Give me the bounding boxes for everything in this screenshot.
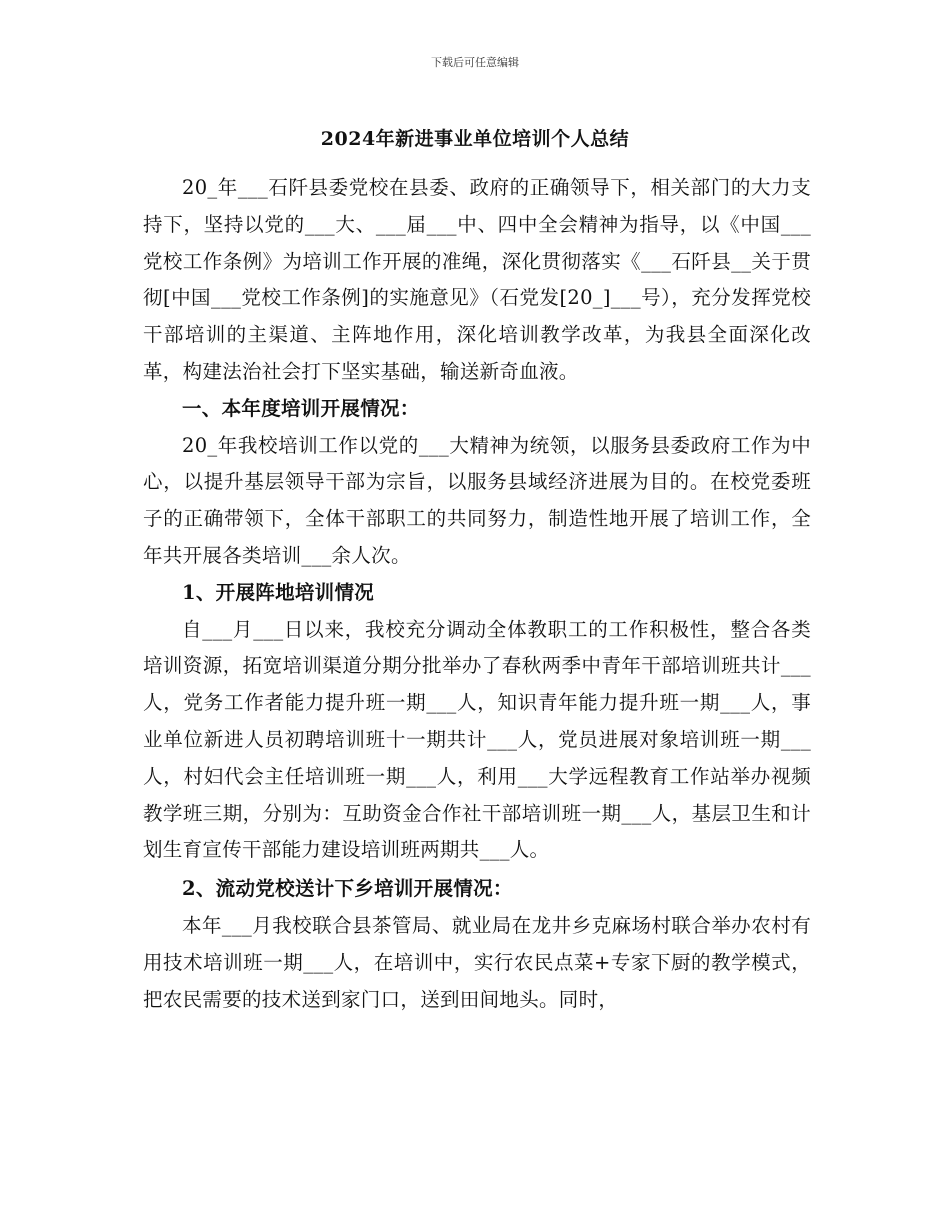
subsection-heading-1: 1、开展阵地培训情况	[182, 580, 375, 604]
section-heading-1: 一、本年度培训开展情况：	[182, 396, 420, 420]
subsection-heading-2: 2、流动党校送计下乡培训开展情况：	[182, 877, 513, 901]
document-title: 2024年新进事业单位培训个人总结	[320, 128, 630, 150]
page-header-note: 下载后可任意编辑	[431, 56, 519, 69]
intro-paragraph: 20_年___石阡县委党校在县委、政府的正确领导下，相关部门的大力支持下，坚持以党的___大、___届___中、四中全会精神为指导，以《中国___党校工作条例》为培训工作开展的准绳，深化贯彻落实《___石阡县__关于贯彻[中国___党校工作条例]的实施意见》（石党发[20_]___号），充分发挥党校干部培训的主渠道、主阵地作用，深化培训教学改革，为我县全面深化改革，构建法治社会打下坚实基础，输送新奇血液。	[143, 176, 811, 383]
subsection-1-paragraph: 自___月___日以来，我校充分调动全体教职工的工作积极性，整合各类培训资源，拓宽培训渠道分期分批举办了春秋两季中青年干部培训班共计___人，党务工作者能力提升班一期___人，知识青年能力提升班一期___人，事业单位新进人员初聘培训班十一期共计___人，党员进展对象培训班一期___人，村妇代会主任培训班一期___人，利用___大学远程教育工作站举办视频教学班三期，分别为：互助资金合作社干部培训班一期___人，基层卫生和计划生育宣传干部能力建设培训班两期共___人。	[143, 617, 811, 862]
section-1-paragraph: 20_年我校培训工作以党的___大精神为统领，以服务县委政府工作为中心，以提升基层领导干部为宗旨，以服务县域经济进展为目的。在校党委班子的正确带领下，全体干部职工的共同努力，制造性地开展了培训工作，全年共开展各类培训___余人次。	[143, 433, 811, 567]
subsection-2-paragraph: 本年___月我校联合县茶管局、就业局在龙井乡克麻场村联合举办农村有用技术培训班一期___人，在培训中，实行农民点菜+专家下厨的教学模式，把农民需要的技术送到家门口，送到田间地头。同时，	[143, 913, 811, 1011]
document-body	[143, 170, 811, 1018]
